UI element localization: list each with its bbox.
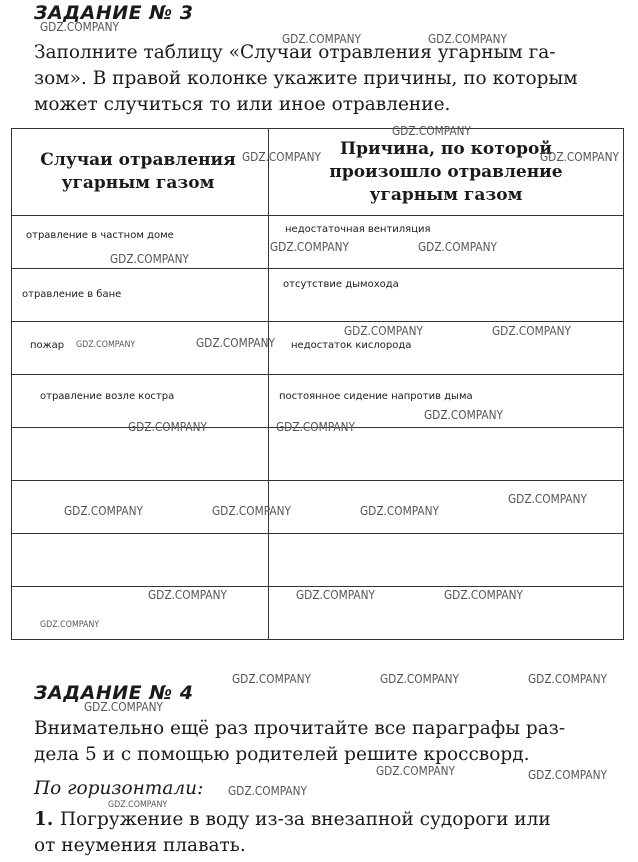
table-header-row [12,129,624,216]
watermark: GDZ.COMPANY [108,800,168,810]
watermark: GDZ.COMPANY [444,588,523,602]
watermark: GDZ.COMPANY [418,240,497,254]
task4-line2: дела 5 и с помощью родителей решите кроссворд. [34,744,530,765]
case-text: отравление возле костра [40,391,175,402]
task4-title: ЗАДАНИЕ № 4 [34,682,194,704]
case-cell[interactable] [12,428,269,481]
cause-text: отсутствие дымохода [283,279,399,290]
cause-text: недостаток кислорода [291,340,412,351]
task4-subheading: По горизонтали: [34,778,204,799]
watermark: GDZ.COMPANY [528,672,607,686]
watermark: GDZ.COMPANY [296,588,375,602]
watermark: GDZ.COMPANY [76,340,136,350]
task3-title: ЗАДАНИЕ № 3 [34,2,194,24]
watermark: GDZ.COMPANY [196,336,275,350]
watermark: GDZ.COMPANY [270,240,349,254]
table-row [12,534,624,587]
watermark: GDZ.COMPANY [380,672,459,686]
cause-cell[interactable] [269,534,624,587]
watermark: GDZ.COMPANY [212,504,291,518]
task3-line2: зом». В правой колонке укажите причины, по которым [34,68,578,89]
watermark: GDZ.COMPANY [540,150,619,164]
watermark: GDZ.COMPANY [492,324,571,338]
watermark: GDZ.COMPANY [110,252,189,266]
watermark: GDZ.COMPANY [84,700,163,714]
cause-cell[interactable] [269,481,624,534]
task3-line3: может случиться то или иное отравление. [34,94,451,115]
case-cell[interactable] [12,587,269,640]
watermark: GDZ.COMPANY [428,32,507,46]
watermark: GDZ.COMPANY [40,20,119,34]
task3-line1: Заполните таблицу «Случаи отравления угарным га- [34,42,556,63]
task4-item1-line1: Погружение в воду из-за внезапной судороги или [60,809,551,830]
watermark: GDZ.COMPANY [528,768,607,782]
watermark: GDZ.COMPANY [128,420,207,434]
cause-text: недостаточная вентиляция [285,224,431,235]
table-row [12,428,624,481]
watermark: GDZ.COMPANY [344,324,423,338]
task4-line1: Внимательно ещё раз прочитайте все параграфы раз- [34,718,566,739]
watermark: GDZ.COMPANY [64,504,143,518]
case-text: пожар [30,340,65,351]
task4-item1-number: 1. [34,809,54,830]
watermark: GDZ.COMPANY [228,784,307,798]
watermark: GDZ.COMPANY [392,124,471,138]
table-row [12,269,624,322]
header-cases: Случаи отравления угарным газом [12,129,269,216]
cause-text: постоянное сидение напротив дыма [279,391,473,402]
cause-cell[interactable] [269,269,624,322]
watermark: GDZ.COMPANY [276,420,355,434]
case-cell[interactable] [12,269,269,322]
watermark: GDZ.COMPANY [148,588,227,602]
watermark: GDZ.COMPANY [242,150,321,164]
poisoning-table [11,128,624,640]
case-cell[interactable] [12,534,269,587]
header-causes: Причина, по которой произошло отравление угарным газом [269,129,624,216]
watermark: GDZ.COMPANY [282,32,361,46]
cause-cell[interactable] [269,428,624,481]
task4-item1-line2: от неумения плавать. [34,835,246,856]
watermark: GDZ.COMPANY [376,764,455,778]
watermark: GDZ.COMPANY [40,620,100,630]
watermark: GDZ.COMPANY [360,504,439,518]
watermark: GDZ.COMPANY [424,408,503,422]
case-text: отравление в частном доме [26,230,174,241]
watermark: GDZ.COMPANY [232,672,311,686]
case-text: отравление в бане [22,289,122,300]
watermark: GDZ.COMPANY [508,492,587,506]
